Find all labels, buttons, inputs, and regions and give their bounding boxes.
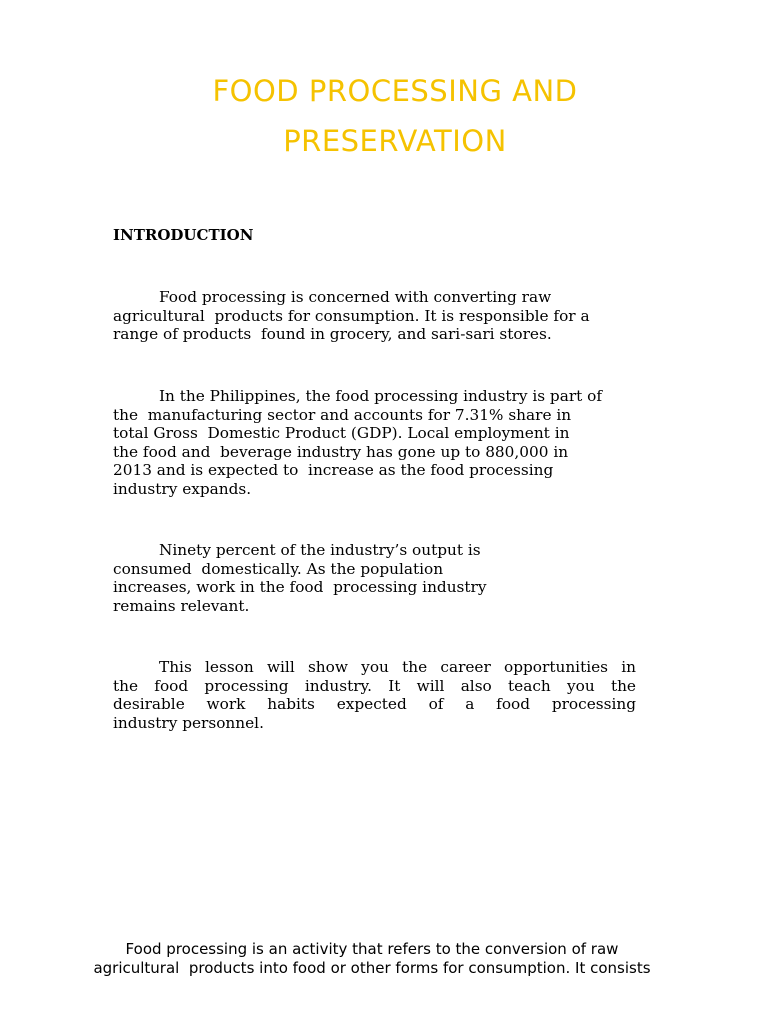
paragraph-line: the food processing industry. It will also teach you the (113, 676, 636, 695)
document-title (0, 66, 768, 166)
paragraph-line: increases, work in the food processing industry (113, 578, 487, 597)
paragraph-line: 2013 and is expected to increase as the food processing (113, 461, 554, 480)
paragraph-2 (113, 387, 653, 499)
paragraph-line: remains relevant. (113, 596, 250, 615)
paragraph-line: industry expands. (113, 479, 252, 498)
paragraph-line: agricultural products for consumption. It is responsible for a (113, 306, 590, 325)
paragraph-line: industry personnel. (113, 713, 264, 732)
paragraph-line: range of products found in grocery, and sari-sari stores. (113, 325, 552, 344)
paragraph-line: In the Philippines, the food processing industry is part of (159, 387, 603, 405)
paragraph-line: Food processing is concerned with converting raw (159, 288, 552, 306)
paragraph-4 (113, 658, 636, 732)
paragraph-3 (113, 541, 533, 615)
title-line-2: PRESERVATION (283, 124, 507, 158)
paragraph-line: the manufacturing sector and accounts for 7.31% share in (113, 405, 572, 424)
next-page-text (0, 940, 744, 977)
paragraph-line: consumed domestically. As the population (113, 559, 444, 578)
paragraph-line: the food and beverage industry has gone up to 880,000 in (113, 442, 569, 461)
paragraph-line: Ninety percent of the industry’s output is (159, 541, 481, 559)
footer-line: Food processing is an activity that refers to the conversion of raw (125, 940, 619, 958)
paragraph-1 (113, 288, 653, 344)
title-line-1: FOOD PROCESSING AND (212, 74, 578, 108)
section-heading: INTRODUCTION (113, 226, 254, 244)
paragraph-line: This lesson will show you the career opportunities in (159, 658, 636, 676)
paragraph-line: total Gross Domestic Product (GDP). Local employment in (113, 424, 570, 443)
footer-line: agricultural products into food or other forms for consumption. It consists (93, 958, 651, 977)
paragraph-line: desirable work habits expected of a food processing (113, 695, 636, 714)
